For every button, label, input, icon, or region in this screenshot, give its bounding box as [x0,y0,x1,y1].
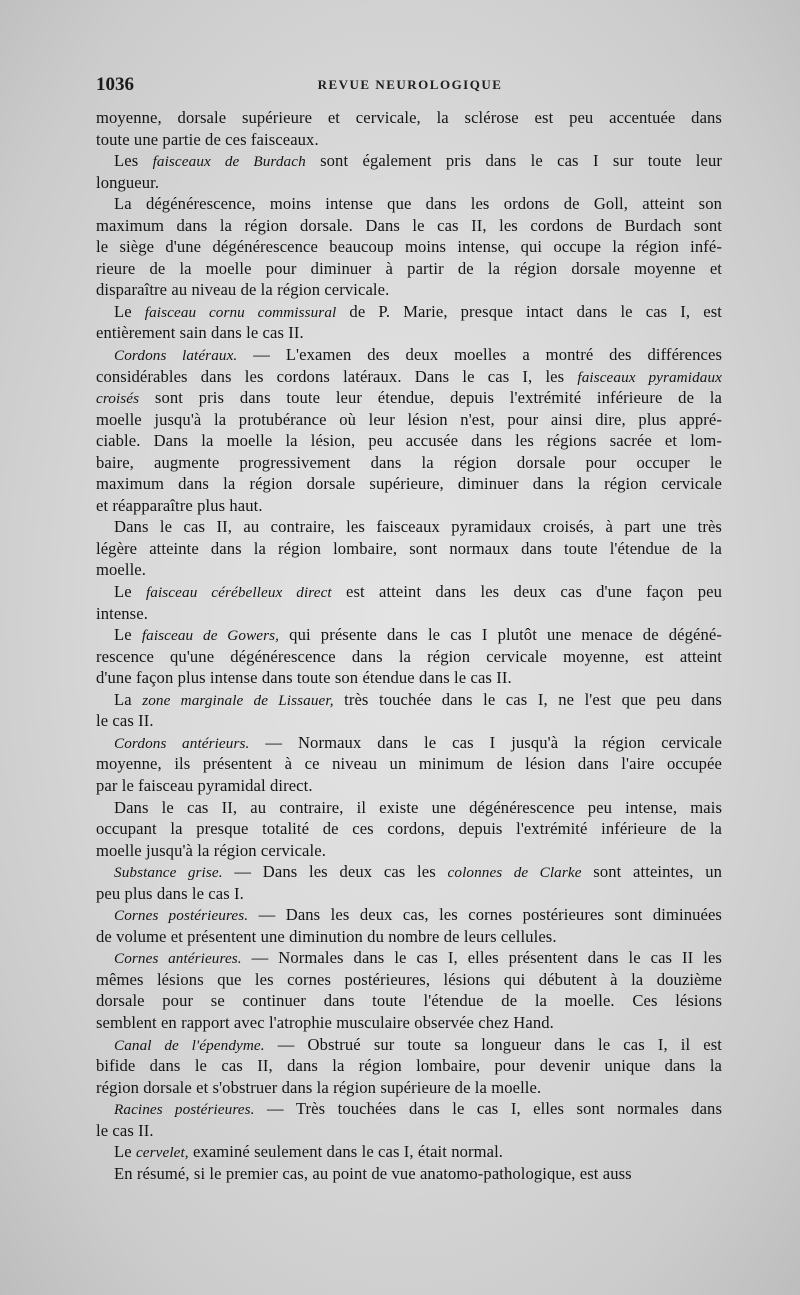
text-run: peu plus dans le cas I. [96,883,244,903]
text-run: toute une partie de ces faisceaux. [96,129,319,149]
text-run: maximum dans la région dorsale. Dans le cas II, les cordons de Burdach sont [96,215,722,235]
text-line [96,516,722,538]
text-line [96,861,722,883]
text-run: sont atteintes, un [581,862,722,882]
text-run: occupant la presque totalité de ces cordons, depuis l'extrémité inférieure de la [96,819,722,839]
text-run: de volume et présentent une diminution du nombre de leurs cellules. [96,926,557,946]
text-run: La dégénérescence, moins intense que dans les ordons de Goll, atteint son [114,194,722,214]
text-run: mêmes lésions que les cornes postérieures, lésions qui débutent à la douzième [96,969,722,989]
text-run: disparaître au niveau de la région cervicale. [96,280,390,300]
text-line [96,818,722,840]
text-run: entièrement sain dans le cas II. [96,323,304,343]
body-text [96,107,722,1184]
text-line [96,150,722,172]
italic-term: zone marginale de Lissauer, [142,691,334,709]
text-run: — Dans les deux cas les [222,862,448,882]
text-line [96,646,722,668]
text-run: moelle. [96,560,147,580]
text-line [96,409,722,431]
text-run: La [114,689,143,709]
italic-term: croisés [96,390,140,408]
text-run: — Obstrué sur toute sa longueur dans le cas I, il est [264,1034,722,1054]
italic-term: faisceaux pyramidaux [577,368,722,386]
text-run: intense. [96,603,148,623]
text-run: moyenne, dorsale supérieure et cervicale, la sclérose est peu accentuée dans [96,108,722,127]
text-line [96,904,722,926]
text-run: sont également pris dans le cas I sur toute leur [305,151,722,171]
text-line [96,1055,722,1077]
text-run: de P. Marie, presque intact dans le cas I, est [336,301,722,321]
text-run: très touchée dans le cas I, ne l'est que peu dans [333,689,722,709]
text-line [96,775,722,797]
italic-term: Cornes postérieures. [114,907,249,925]
text-run: — Très touchées dans le cas I, elles sont normales dans [254,1099,722,1119]
text-line [96,667,722,689]
text-line [96,797,722,819]
running-title: REVUE NEUROLOGIQUE [317,77,503,92]
text-line [96,279,722,301]
text-line [96,990,722,1012]
italic-term: cervelet, [135,1144,189,1162]
text-line [96,732,722,754]
text-run: Le [114,1142,136,1162]
text-line [96,129,722,151]
text-line [96,430,722,452]
text-run: Le [114,301,145,321]
text-line [96,538,722,560]
text-line [96,1077,722,1099]
text-run: le cas II. [96,1120,154,1140]
text-run: rescence qu'une dégénérescence dans la région cervicale moyenne, est atteint [96,646,722,666]
text-line [96,969,722,991]
text-line [96,495,722,517]
italic-term: Cornes antérieures. [114,950,242,968]
text-run: — Dans les deux cas, les cornes postérieures sont diminuées [248,905,722,925]
text-line [96,236,722,258]
text-line [96,559,722,581]
text-line [96,840,722,862]
page-header [96,74,724,96]
text-run: Le [114,625,142,645]
text-run: examiné seulement dans le cas I, était normal. [188,1142,504,1162]
text-run: sont pris dans toute leur étendue, depuis l'extrémité inférieure de la [139,388,722,408]
text-line [96,1120,722,1142]
text-run: et réapparaître plus haut. [96,495,263,515]
text-run: moyenne, ils présentent à ce niveau un minimum de lésion dans l'aire occupée [96,754,722,774]
text-run: est atteint dans les deux cas d'une façon peu [331,582,722,602]
italic-term: faisceau cornu commissural [144,303,337,321]
text-line [96,753,722,775]
text-run: baire, augmente progressivement dans la région dorsale pour occuper le [96,452,722,472]
text-line [96,107,722,129]
text-run: région dorsale et s'obstruer dans la région supérieure de la moelle. [96,1077,542,1097]
italic-term: faisceaux de Burdach [152,153,306,171]
text-run: semblent en rapport avec l'atrophie musculaire observée chez Hand. [96,1012,554,1032]
text-run: ciable. Dans la moelle la lésion, peu accusée dans les régions sacrée et lom- [96,431,722,451]
text-run: Dans le cas II, au contraire, les faisceaux pyramidaux croisés, à part une très [114,517,722,537]
text-run: considérables dans les cordons latéraux. Dans le cas I, les [96,366,578,386]
text-run: bifide dans le cas II, dans la région lombaire, pour devenir unique dans la [96,1056,722,1076]
text-line [96,581,722,603]
text-line [96,1034,722,1056]
text-line [96,603,722,625]
text-run: Dans le cas II, au contraire, il existe une dégénérescence peu intense, mais [114,797,722,817]
italic-term: Cordons antérieurs. [114,734,250,752]
text-line [96,926,722,948]
text-run: le siège d'une dégénérescence beaucoup moins intense, qui occupe la région infé- [96,237,722,257]
text-line [96,258,722,280]
text-line [96,172,722,194]
text-run: longueur. [96,172,160,192]
text-line [96,624,722,646]
text-run: légère atteinte dans la région lombaire, sont normaux dans toute l'étendue de la [96,538,722,558]
text-line [96,1163,722,1185]
text-line [96,322,722,344]
text-line [96,689,722,711]
text-line [96,344,722,366]
text-line [96,1098,722,1120]
text-run: dorsale pour se continuer dans toute l'étendue de la moelle. Ces lésions [96,991,722,1011]
text-line [96,1012,722,1034]
italic-term: faisceau cérébelleux direct [145,584,332,602]
page-number: 1036 [96,74,134,95]
text-run: En résumé, si le premier cas, au point de vue anatomo-pathologique, est auss [114,1163,632,1183]
text-line [96,947,722,969]
text-run: maximum dans la région dorsale supérieure, diminuer dans la région cervicale [96,474,722,494]
text-run: — L'examen des deux moelles a montré des différences [237,345,722,365]
italic-term: Cordons latéraux. [114,347,238,365]
text-line [96,193,722,215]
text-run: le cas II. [96,711,154,731]
text-line [96,452,722,474]
text-run: moelle jusqu'à la région cervicale. [96,840,326,860]
text-line [96,366,722,388]
text-run: — Normaux dans le cas I jusqu'à la région cervicale [249,732,722,752]
text-line [96,883,722,905]
italic-term: Racines postérieures. [114,1101,255,1119]
text-run: d'une façon plus intense dans toute son étendue dans le cas II. [96,668,512,688]
text-run: par le faisceau pyramidal direct. [96,775,313,795]
text-run: Le [114,582,146,602]
text-line [96,215,722,237]
text-run: rieure de la moelle pour diminuer à partir de la région dorsale moyenne et [96,258,722,278]
text-line [96,301,722,323]
text-run: — Normales dans le cas I, elles présentent dans le cas II les [241,948,722,968]
text-run: Les [114,151,153,171]
italic-term: faisceau de Gowers, [141,627,280,645]
text-line [96,1141,722,1163]
italic-term: Canal de l'épendyme. [114,1036,265,1054]
text-run: moelle jusqu'à la protubérance où leur lésion n'est, pour ainsi dire, plus appré- [96,409,722,429]
text-line [96,387,722,409]
italic-term: Substance grise. [114,864,223,882]
text-run: qui présente dans le cas I plutôt une menace de dégéné- [279,625,722,645]
text-line [96,473,722,495]
text-line [96,710,722,732]
italic-term: colonnes de Clarke [447,864,582,882]
